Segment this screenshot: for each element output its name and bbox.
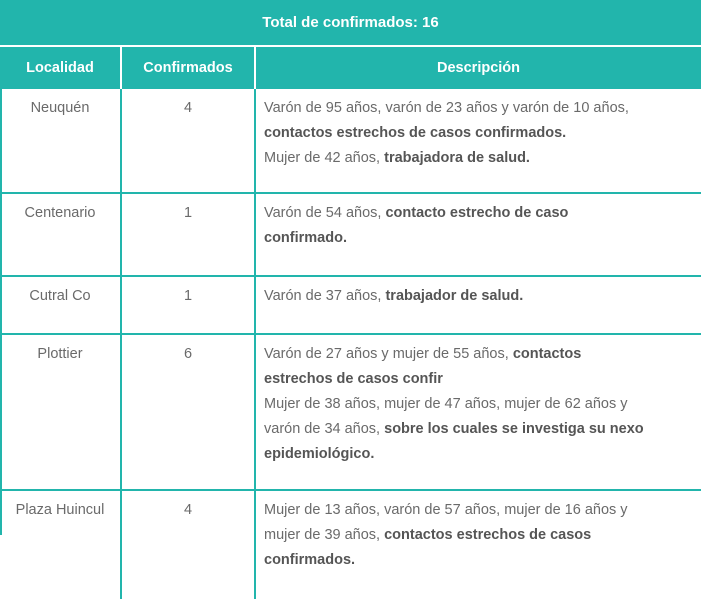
desc-line <box>264 96 695 121</box>
desc-text: Varón de 37 años, <box>264 288 386 304</box>
desc-bold: contactos estrechos de casos confirmados. <box>264 125 567 141</box>
cell-localidad: Plottier <box>0 334 121 490</box>
desc-bold: sobre los cuales se investiga su nexo <box>384 421 644 437</box>
desc-line <box>264 121 695 146</box>
desc-bold: epidemiológico. <box>264 446 375 462</box>
table-row <box>0 276 701 334</box>
cell-localidad: Cutral Co <box>0 276 121 334</box>
header-row <box>0 46 701 89</box>
desc-bold: contacto estrecho de caso <box>385 205 569 221</box>
desc-bold: confirmado. <box>264 230 347 246</box>
cell-descripcion <box>255 276 701 334</box>
desc-bold: contactos estrechos de casos <box>384 527 592 543</box>
desc-text: Mujer de 13 años, varón de 57 años, mujer de 16 años y <box>264 502 628 518</box>
desc-bold: trabajador de salud. <box>385 288 524 304</box>
table-row <box>0 490 701 599</box>
desc-bold: estrechos de casos confir <box>264 371 443 387</box>
desc-text: Varón de 95 años, varón de 23 años y varón de 10 años, <box>264 100 629 116</box>
desc-text: mujer de 39 años, <box>264 527 385 543</box>
cell-confirmados: 6 <box>121 334 255 490</box>
desc-text: Mujer de 42 años, <box>264 150 385 166</box>
header-descripcion: Descripción <box>255 46 701 89</box>
cell-confirmados: 4 <box>121 89 255 193</box>
cell-confirmados: 1 <box>121 193 255 276</box>
desc-line <box>264 548 695 573</box>
cell-descripcion <box>255 334 701 490</box>
table-title: Total de confirmados: 16 <box>0 0 701 46</box>
cell-descripcion <box>255 89 701 193</box>
desc-line <box>264 442 695 467</box>
desc-bold: trabajadora de salud. <box>384 150 530 166</box>
desc-line <box>264 284 695 309</box>
desc-text: Varón de 27 años y mujer de 55 años, <box>264 346 513 362</box>
table-row <box>0 193 701 276</box>
title-row <box>0 0 701 46</box>
cell-confirmados: 4 <box>121 490 255 599</box>
table-row <box>0 334 701 490</box>
header-localidad: Localidad <box>0 46 121 89</box>
cell-localidad: Plaza Huincul <box>0 490 121 599</box>
desc-line <box>264 226 695 251</box>
desc-bold: confirmados. <box>264 552 356 568</box>
desc-text: varón de 34 años, <box>264 421 385 437</box>
desc-bold: contactos <box>512 346 582 362</box>
desc-line <box>264 342 695 367</box>
desc-line <box>264 392 695 417</box>
cell-localidad: Centenario <box>0 193 121 276</box>
cell-confirmados: 1 <box>121 276 255 334</box>
table-left-border <box>0 89 2 535</box>
desc-line <box>264 201 695 226</box>
cell-descripcion <box>255 490 701 599</box>
desc-text: Varón de 54 años, <box>264 205 386 221</box>
desc-line <box>264 417 695 442</box>
desc-line <box>264 523 695 548</box>
cell-descripcion <box>255 193 701 276</box>
desc-line <box>264 498 695 523</box>
desc-line <box>264 367 695 392</box>
cell-localidad: Neuquén <box>0 89 121 193</box>
header-confirmados: Confirmados <box>121 46 255 89</box>
desc-text: Mujer de 38 años, mujer de 47 años, mujer de 62 años y <box>264 396 628 412</box>
desc-line <box>264 146 695 171</box>
table-row <box>0 89 701 193</box>
